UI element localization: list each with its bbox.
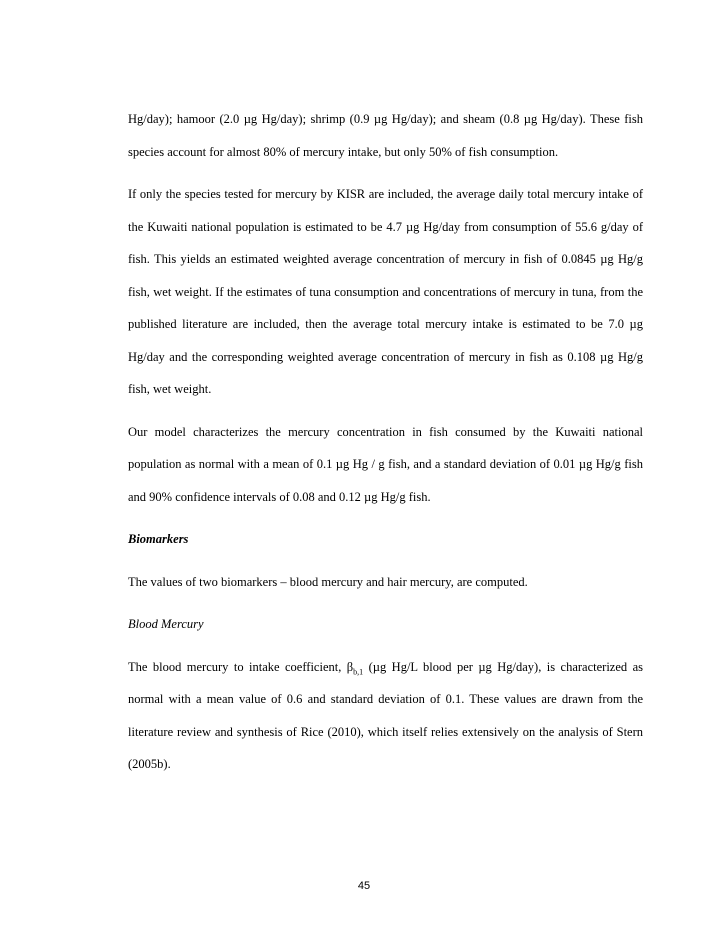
- coefficient-text-after: (µg Hg/L blood per µg Hg/day), is characterized as normal with a mean value of 0.6 and standard deviation of 0.1. These values are drawn from the literature review and synthesis of Rice (2010), which itself relies extensively on the analysis of Stern (2005b).: [128, 659, 643, 771]
- section-heading-biomarkers: Biomarkers: [128, 532, 189, 546]
- paragraph-biomarkers-intro: The values of two biomarkers – blood mercury and hair mercury, are computed.: [128, 574, 528, 589]
- paragraph-blood-mercury-coefficient: [128, 651, 643, 781]
- page-number: 45: [357, 880, 371, 892]
- coefficient-text-before: The blood mercury to intake coefficient,: [128, 659, 347, 674]
- paragraph-model-characterization: Our model characterizes the mercury concentration in fish consumed by the Kuwaiti national population as normal with a mean of 0.1 µg Hg / g fish, and a standard deviation of 0.01 µg Hg/g fish and 90% confidence intervals of 0.08 and 0.12 µg Hg/g fish.: [128, 424, 643, 504]
- paragraph-kisr-estimate: If only the species tested for mercury by KISR are included, the average daily total mercury intake of the Kuwaiti national population is estimated to be 4.7 µg Hg/day from consumption of 55.6 g/day of fish. This yields an estimated weighted average concentration of mercury in fish of 0.0845 µg Hg/g fish, wet weight. If the estimates of tuna consumption and concentrations of mercury in tuna, from the published literature are included, then the average total mercury intake is estimated to be 7.0 µg Hg/day and the corresponding weighted average concentration of mercury in fish as 0.108 µg Hg/g fish, wet weight.: [128, 187, 643, 396]
- beta-subscript: b,1: [353, 667, 364, 676]
- beta-symbol: β: [346, 659, 354, 674]
- body-text: [128, 103, 643, 791]
- subsection-heading-blood-mercury: Blood Mercury: [128, 617, 204, 631]
- paragraph-fish-species-intake: Hg/day); hamoor (2.0 µg Hg/day); shrimp (0.9 µg Hg/day); and sheam (0.8 µg Hg/day). These fish species account for almost 80% of mercury intake, but only 50% of fish consumption.: [128, 112, 643, 159]
